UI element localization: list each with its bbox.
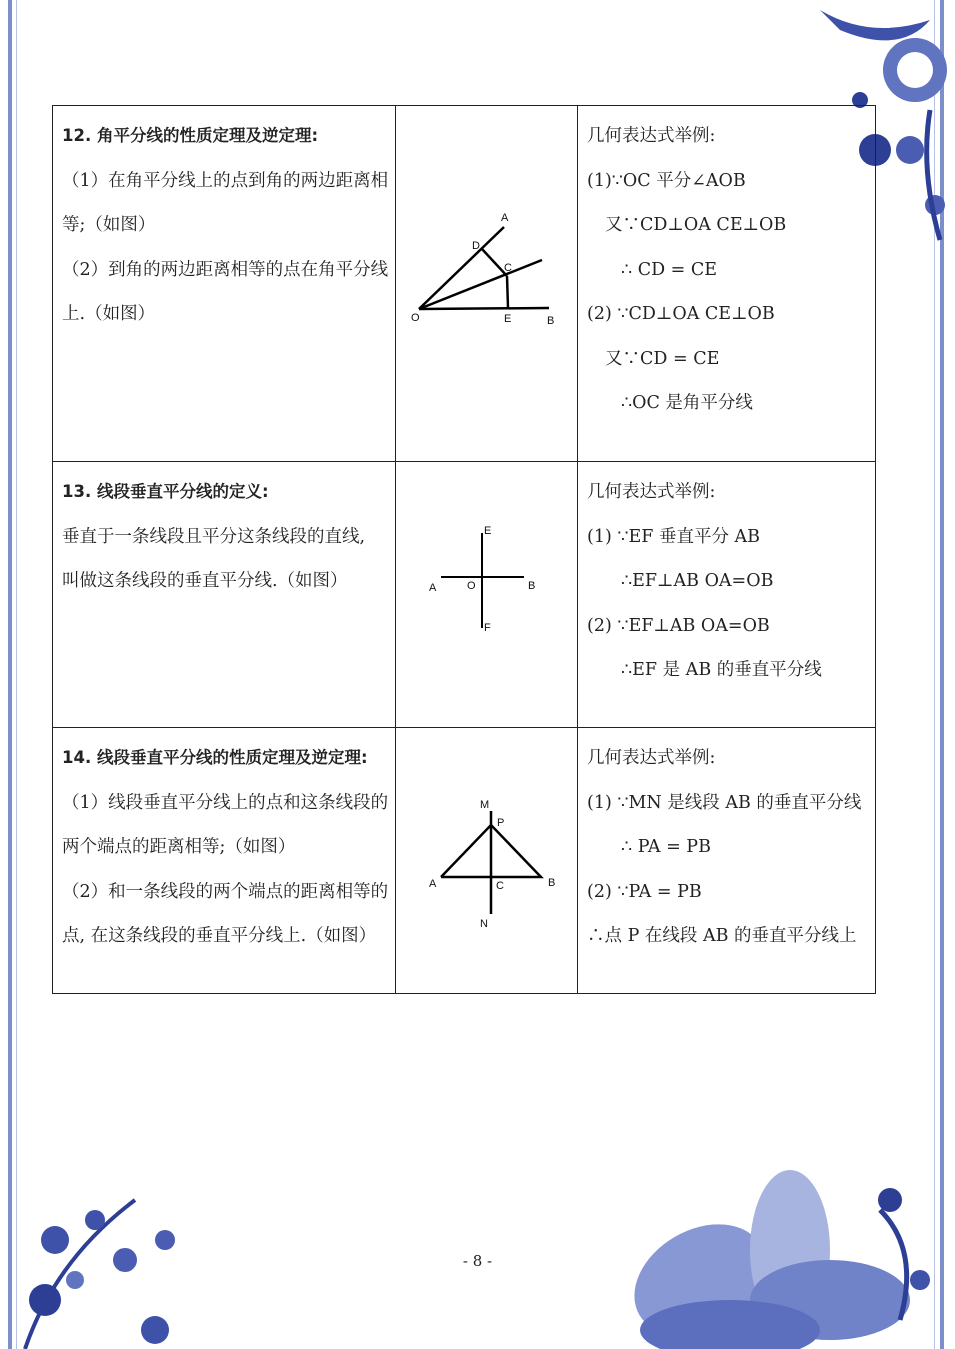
theorem-title: 12. 角平分线的性质定理及逆定理: [62,126,319,145]
page-number: - 8 - [462,1252,493,1270]
theorem-text: （1）线段垂直平分线上的点和这条线段的 [62,792,389,813]
theorem-text: （2）到角的两边距离相等的点在角平分线 [62,259,389,280]
expression-line: 又∵CD = CE [605,348,720,369]
perpendicular-bisector-triangle-figure [396,728,577,994]
expression-line: ∴EF⊥AB OA=OB [621,571,774,591]
page-border-left [8,0,12,1349]
expression-cell [578,106,876,462]
point-label: A [429,878,437,890]
table-row [53,728,876,994]
figure-cell [396,462,578,728]
theorem-text: 等;（如图） [62,215,156,235]
expression-line: (2) ∵EF⊥AB OA=OB [587,615,770,636]
point-label: O [467,580,476,592]
expression-heading: 几何表达式举例: [587,748,716,768]
figure-cell [396,728,578,994]
expression-line: (1) ∵MN 是线段 AB 的垂直平分线 [587,792,862,813]
theorem-text: （2）和一条线段的两个端点的距离相等的 [62,881,389,902]
point-label: O [411,312,420,324]
expression-line: (1) ∵EF 垂直平分 AB [587,526,761,547]
expression-cell [578,728,876,994]
theorem-title: 13. 线段垂直平分线的定义: [62,482,269,501]
expression-line: ∴点 P 在线段 AB 的垂直平分线上 [587,926,857,946]
expression-line: (1)∵OC 平分∠AOB [587,170,746,191]
expression-cell [578,462,876,728]
theorem-text: 两个端点的距离相等;（如图） [62,837,296,857]
table-row [53,462,876,728]
theorem-text: 垂直于一条线段且平分这条线段的直线, [62,526,366,547]
expression-line: (2) ∵CD⊥OA CE⊥OB [587,304,775,324]
expression-line: ∴OC 是角平分线 [621,393,753,413]
point-label: B [528,580,536,592]
point-label: A [501,212,509,224]
expression-line: ∴EF 是 AB 的垂直平分线 [621,660,822,680]
theorem-text: 上.（如图） [62,304,156,324]
theorem-table [52,105,876,994]
point-label: A [429,582,437,594]
expression-heading: 几何表达式举例: [587,482,716,502]
point-label: D [472,240,480,252]
point-label: M [480,799,490,811]
point-label: C [504,262,512,274]
expression-line: 又∵CD⊥OA CE⊥OB [605,215,787,235]
angle-bisector-figure [396,106,577,462]
page-border-left-inner [16,0,17,1349]
point-label: P [497,817,505,829]
theorem-text: 叫做这条线段的垂直平分线.（如图） [62,571,348,591]
perpendicular-bisector-figure [396,462,577,728]
theorem-cell [53,728,396,994]
theorem-cell [53,106,396,462]
point-label: E [484,525,492,537]
expression-heading: 几何表达式举例: [587,126,716,146]
point-label: C [496,880,504,892]
point-label: N [480,918,488,930]
theorem-title: 14. 线段垂直平分线的性质定理及逆定理: [62,748,368,767]
theorem-text: （1）在角平分线上的点到角的两边距离相 [62,170,389,191]
expression-line: ∴ PA = PB [621,837,711,857]
expression-line: (2) ∵PA = PB [587,881,702,902]
theorem-text: 点, 在这条线段的垂直平分线上.（如图） [62,926,377,946]
figure-cell [396,106,578,462]
table-row [53,106,876,462]
expression-line: ∴ CD = CE [621,259,718,280]
point-label: F [484,622,491,634]
point-label: E [504,313,512,325]
theorem-cell [53,462,396,728]
point-label: B [547,315,555,327]
point-label: B [548,877,556,889]
